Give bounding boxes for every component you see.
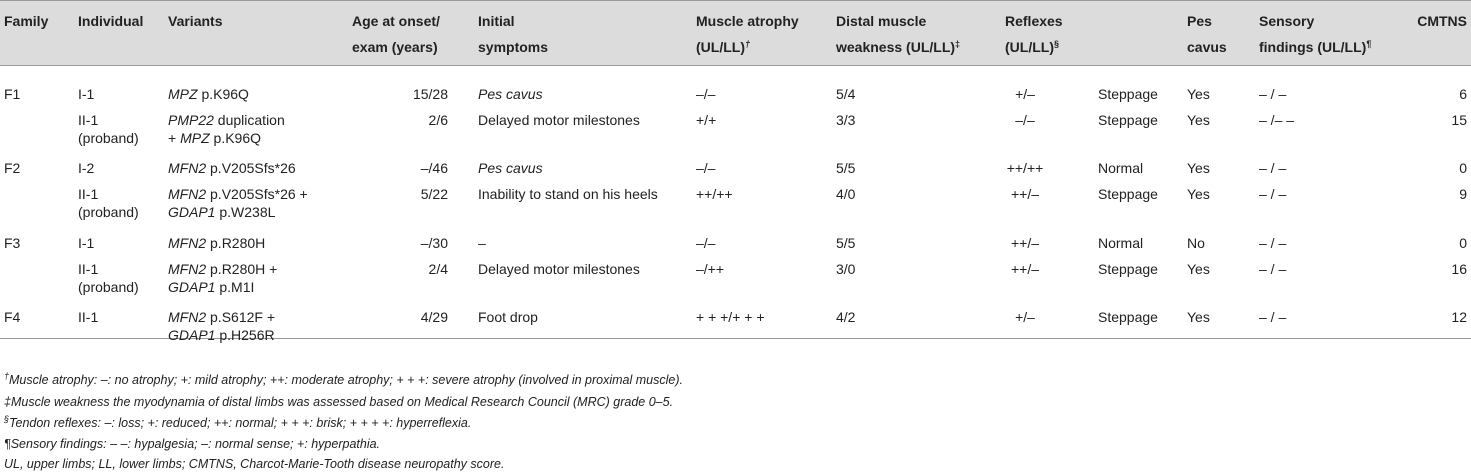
header-pes-cavus-line1: Pes bbox=[1187, 13, 1212, 29]
cell-muscle-atrophy: –/– bbox=[696, 160, 716, 176]
cell-weakness: 5/5 bbox=[836, 235, 856, 251]
cell-individual: I-2 bbox=[78, 160, 95, 176]
cell-family: F2 bbox=[4, 160, 21, 176]
footnote-muscle-atrophy: †Muscle atrophy: –: no atrophy; +: mild atrophy; ++: moderate atrophy; + + +: severe atrophy (involved in proximal muscle). bbox=[4, 371, 683, 387]
header-weakness-line2: weakness (UL/LL)‡ bbox=[836, 39, 961, 55]
cell-cmtns: 6 bbox=[1459, 86, 1467, 102]
header-weakness-line1: Distal muscle bbox=[836, 13, 927, 29]
cell-sensory: – / – bbox=[1259, 261, 1287, 277]
cell-pes-cavus: Yes bbox=[1187, 86, 1210, 102]
header-individual: Individual bbox=[78, 13, 144, 29]
cell-sensory: – / – bbox=[1259, 86, 1287, 102]
cell-individual: I-1 bbox=[78, 235, 95, 251]
cell-variants: MFN2 p.V205Sfs*26 + bbox=[168, 186, 308, 202]
cell-weakness: 5/4 bbox=[836, 86, 856, 102]
cell-age: 2/4 bbox=[428, 261, 448, 277]
cell-cmtns: 16 bbox=[1451, 261, 1467, 277]
cell-muscle-atrophy: –/++ bbox=[696, 261, 725, 277]
cell-reflexes: ++/– bbox=[1010, 235, 1040, 251]
header-reflexes-line1: Reflexes bbox=[1005, 13, 1063, 29]
cell-cmtns: 0 bbox=[1459, 160, 1467, 176]
cell-weakness: 4/0 bbox=[836, 186, 856, 202]
cell-pes-cavus: Yes bbox=[1187, 186, 1210, 202]
footnote-sensory-findings: ¶Sensory findings: – –: hypalgesia; –: normal sense; +: hyperpathia. bbox=[4, 437, 381, 451]
cell-initial-symptom: Delayed motor milestones bbox=[478, 261, 640, 277]
header-initial-symptoms-line1: Initial bbox=[478, 13, 515, 29]
cell-pes-cavus: Yes bbox=[1187, 112, 1210, 128]
cell-initial-symptom: Delayed motor milestones bbox=[478, 112, 640, 128]
cell-variants-line2: + MPZ p.K96Q bbox=[168, 130, 262, 146]
header-sensory-line2: findings (UL/LL)¶ bbox=[1259, 39, 1372, 55]
header-sensory-line1: Sensory bbox=[1259, 13, 1315, 29]
cell-family: F4 bbox=[4, 309, 21, 325]
cell-individual-proband: (proband) bbox=[78, 279, 139, 295]
cell-pes-cavus: Yes bbox=[1187, 309, 1210, 325]
header-age-line2: exam (years) bbox=[352, 39, 438, 55]
cell-variants: MFN2 p.V205Sfs*26 bbox=[168, 160, 296, 176]
cell-age: 2/6 bbox=[428, 112, 448, 128]
cell-cmtns: 9 bbox=[1459, 186, 1467, 202]
cell-individual: II-1 bbox=[78, 261, 99, 277]
header-muscle-atrophy-line1: Muscle atrophy bbox=[696, 13, 799, 29]
cell-pes-cavus: No bbox=[1187, 235, 1205, 251]
header-muscle-atrophy-line2: (UL/LL)† bbox=[696, 39, 750, 55]
cell-variants: MFN2 p.S612F + bbox=[168, 309, 276, 325]
cell-gait: Steppage bbox=[1098, 112, 1158, 128]
cell-sensory: – / – bbox=[1259, 160, 1287, 176]
cell-gait: Steppage bbox=[1098, 309, 1158, 325]
cell-sensory: – / – bbox=[1259, 235, 1287, 251]
cell-gait: Steppage bbox=[1098, 186, 1158, 202]
header-age-line1: Age at onset/ bbox=[352, 13, 440, 29]
cell-cmtns: 12 bbox=[1451, 309, 1467, 325]
cell-reflexes: ++/++ bbox=[1006, 160, 1044, 176]
cell-weakness: 5/5 bbox=[836, 160, 856, 176]
cell-reflexes: ++/– bbox=[1010, 261, 1040, 277]
cell-variants: PMP22 duplication bbox=[168, 112, 285, 128]
cell-weakness: 4/2 bbox=[836, 309, 856, 325]
header-family: Family bbox=[4, 13, 49, 29]
cell-reflexes: ++/– bbox=[1010, 186, 1040, 202]
cell-variants-line2: GDAP1 p.M1I bbox=[168, 279, 255, 295]
cell-initial-symptom: Inability to stand on his heels bbox=[478, 186, 658, 202]
cell-individual: I-1 bbox=[78, 86, 95, 102]
table-header-rule bbox=[0, 65, 1471, 66]
cell-variants: MFN2 p.R280H bbox=[168, 235, 266, 251]
cell-muscle-atrophy: –/– bbox=[696, 86, 716, 102]
cell-weakness: 3/0 bbox=[836, 261, 856, 277]
footnote-abbreviations: UL, upper limbs; LL, lower limbs; CMTNS, Charcot-Marie-Tooth disease neuropathy score. bbox=[4, 457, 505, 471]
cell-family: F1 bbox=[4, 86, 21, 102]
cell-sensory: – / – bbox=[1259, 309, 1287, 325]
cell-weakness: 3/3 bbox=[836, 112, 856, 128]
cell-individual: II-1 bbox=[78, 186, 99, 202]
header-initial-symptoms-line2: symptoms bbox=[478, 39, 549, 55]
cell-individual-proband: (proband) bbox=[78, 130, 139, 146]
cell-gait: Normal bbox=[1098, 160, 1144, 176]
cell-initial-symptom: – bbox=[478, 235, 486, 251]
table-top-rule bbox=[0, 0, 1471, 1]
cell-age: 5/22 bbox=[420, 186, 448, 202]
header-reflexes-line2: (UL/LL)§ bbox=[1005, 39, 1059, 55]
cell-sensory: – /– – bbox=[1259, 112, 1295, 128]
cell-initial-symptom: Pes cavus bbox=[478, 160, 543, 176]
header-cmtns: CMTNS bbox=[1417, 13, 1467, 29]
cell-variants-line2: GDAP1 p.W238L bbox=[168, 204, 276, 220]
cell-individual: II-1 bbox=[78, 309, 99, 325]
cell-muscle-atrophy: ++/++ bbox=[696, 186, 733, 202]
cell-age: –/30 bbox=[420, 235, 448, 251]
header-pes-cavus-line2: cavus bbox=[1187, 39, 1227, 55]
cell-initial-symptom: Foot drop bbox=[478, 309, 538, 325]
footnote-tendon-reflexes: §Tendon reflexes: –: loss; +: reduced; ++: normal; + + +: brisk; + + + +: hyperreflexia. bbox=[4, 414, 472, 430]
cell-cmtns: 15 bbox=[1451, 112, 1467, 128]
cell-reflexes: +/– bbox=[1015, 309, 1035, 325]
cell-initial-symptom: Pes cavus bbox=[478, 86, 543, 102]
cell-gait: Normal bbox=[1098, 235, 1144, 251]
cell-age: 4/29 bbox=[420, 309, 448, 325]
cell-muscle-atrophy: +/+ bbox=[696, 112, 717, 128]
cell-pes-cavus: Yes bbox=[1187, 160, 1210, 176]
cell-variants: MPZ p.K96Q bbox=[168, 86, 249, 102]
cell-variants: MFN2 p.R280H + bbox=[168, 261, 278, 277]
cell-gait: Steppage bbox=[1098, 86, 1158, 102]
cell-individual-proband: (proband) bbox=[78, 204, 139, 220]
cell-cmtns: 0 bbox=[1459, 235, 1467, 251]
header-variants: Variants bbox=[168, 13, 223, 29]
cell-reflexes: +/– bbox=[1015, 86, 1035, 102]
cell-variants-line2: GDAP1 p.H256R bbox=[168, 327, 275, 343]
cell-family: F3 bbox=[4, 235, 21, 251]
cell-muscle-atrophy: + + +/+ + + bbox=[696, 309, 765, 325]
cell-sensory: – / – bbox=[1259, 186, 1287, 202]
cell-gait: Steppage bbox=[1098, 261, 1158, 277]
cell-reflexes: –/– bbox=[1015, 112, 1035, 128]
cell-pes-cavus: Yes bbox=[1187, 261, 1210, 277]
cell-muscle-atrophy: –/– bbox=[696, 235, 716, 251]
footnote-muscle-weakness: ‡Muscle weakness the myodynamia of distal limbs was assessed based on Medical Research Council (MRC) grade 0–5. bbox=[4, 395, 674, 409]
cell-age: 15/28 bbox=[412, 86, 448, 102]
cell-individual: II-1 bbox=[78, 112, 99, 128]
cell-age: –/46 bbox=[420, 160, 448, 176]
